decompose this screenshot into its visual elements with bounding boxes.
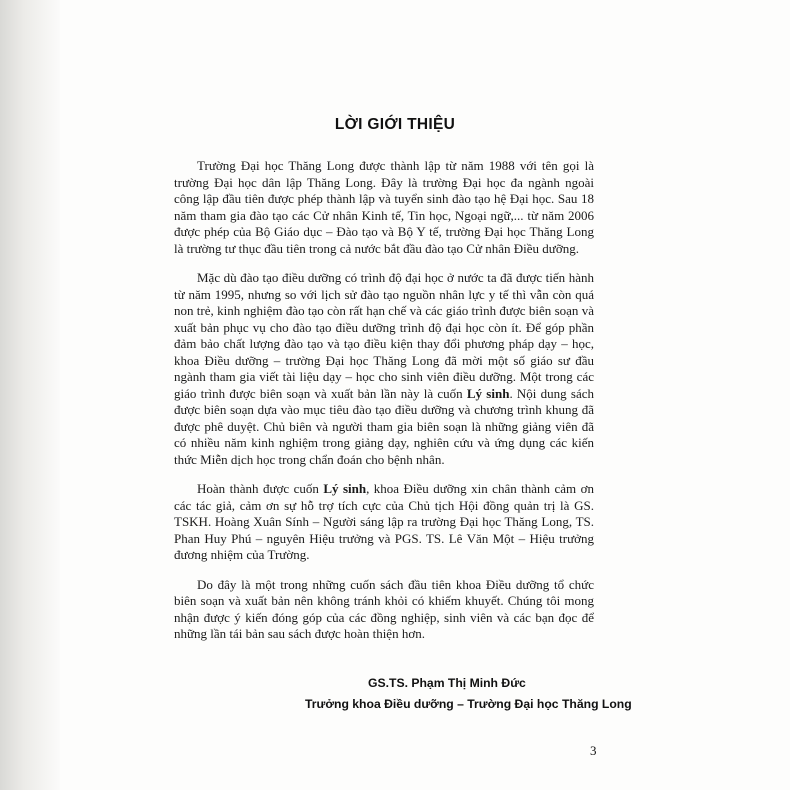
signature-position: Trưởng khoa Điều dưỡng – Trường Đại học Thăng Long bbox=[305, 697, 632, 711]
page-number: 3 bbox=[590, 743, 597, 758]
paragraph-3-book-title: Lý sinh bbox=[323, 481, 367, 496]
signature-name: GS.TS. Phạm Thị Minh Đức bbox=[368, 676, 526, 690]
paragraph-3-text-a: Hoàn thành được cuốn bbox=[197, 481, 324, 496]
paragraph-2 bbox=[174, 270, 594, 468]
paragraph-3-text-b: , khoa Điều dưỡng xin chân thành cảm ơn các tác giả, cảm ơn sự hỗ trợ tích cực của Chủ tịch Hội đồng quản trị là GS. TSKH. Hoàng Xuân Sính – Người sáng lập ra trường Đại học Thăng Long, TS. Phan Huy Phú – nguyên Hiệu trưởng và PGS. TS. Lê Văn Một – Hiệu trưởng đương nhiệm của Trường. bbox=[174, 481, 594, 562]
page-title: LỜI GIỚI THIỆU bbox=[334, 116, 456, 133]
paragraph-1 bbox=[174, 158, 594, 257]
paragraph-3 bbox=[174, 481, 594, 564]
paragraph-2-text-a: Mặc dù đào tạo điều dưỡng có trình độ đại học ở nước ta đã được tiến hành từ năm 1995, nhưng so với lịch sử đào tạo nguồn nhân lực y tế thì vẫn còn quá non trẻ, kinh nghiệm đào tạo còn rất hạn chế và các giáo trình được biên soạn và xuất bản phục vụ cho đào tạo điều dưỡng trình độ đại học còn ít. Để góp phần đảm bảo chất lượng đào tạo và tạo điều kiện thay đổi phương pháp dạy – học, khoa Điều dưỡng – trường Đại học Thăng Long đã mời một số giáo sư đầu ngành tham gia viết tài liệu dạy – học cho sinh viên điều dưỡng. Một trong các giáo trình được biên soạn và xuất bản lần này là cuốn bbox=[174, 270, 594, 401]
paragraph-1-text: Trường Đại học Thăng Long được thành lập từ năm 1988 với tên gọi là trường Đại học dân lập Thăng Long. Đây là trường Đại học đa ngành ngoài công lập đầu tiên được phép thành lập và tuyển sinh đào tạo hệ Đại học. Sau 18 năm tham gia đào tạo các Cử nhân Kinh tế, Tin học, Ngoại ngữ,... từ năm 2006 được phép của Bộ Giáo dục – Đào tạo và Bộ Y tế, trường Đại học Thăng Long là trường tư thục đầu tiên trong cả nước bắt đầu đào tạo Cử nhân Điều dưỡng. bbox=[174, 158, 594, 256]
paragraph-4 bbox=[174, 577, 594, 643]
paragraph-2-text-b: . Nội dung sách được biên soạn dựa vào mục tiêu đào tạo điều dưỡng và chương trình khung đã được phê duyệt. Chủ biên và người tham gia biên soạn là những giảng viên đã có nhiều năm kinh nghiệm trong giảng dạy, nghiên cứu và ứng dụng các kiến thức Miễn dịch học trong chẩn đoán cho bệnh nhân. bbox=[174, 385, 594, 467]
paragraph-2-book-title: Lý sinh bbox=[466, 385, 510, 401]
paragraph-4-text: Do đây là một trong những cuốn sách đầu tiên khoa Điều dưỡng tổ chức biên soạn và xuất bản nên không tránh khỏi có khiếm khuyết. Chúng tôi mong nhận được ý kiến đóng góp của các đồng nghiệp, sinh viên và các bạn đọc để những lần tái bản sau sách được hoàn thiện hơn. bbox=[174, 576, 594, 641]
document-body bbox=[174, 158, 594, 643]
